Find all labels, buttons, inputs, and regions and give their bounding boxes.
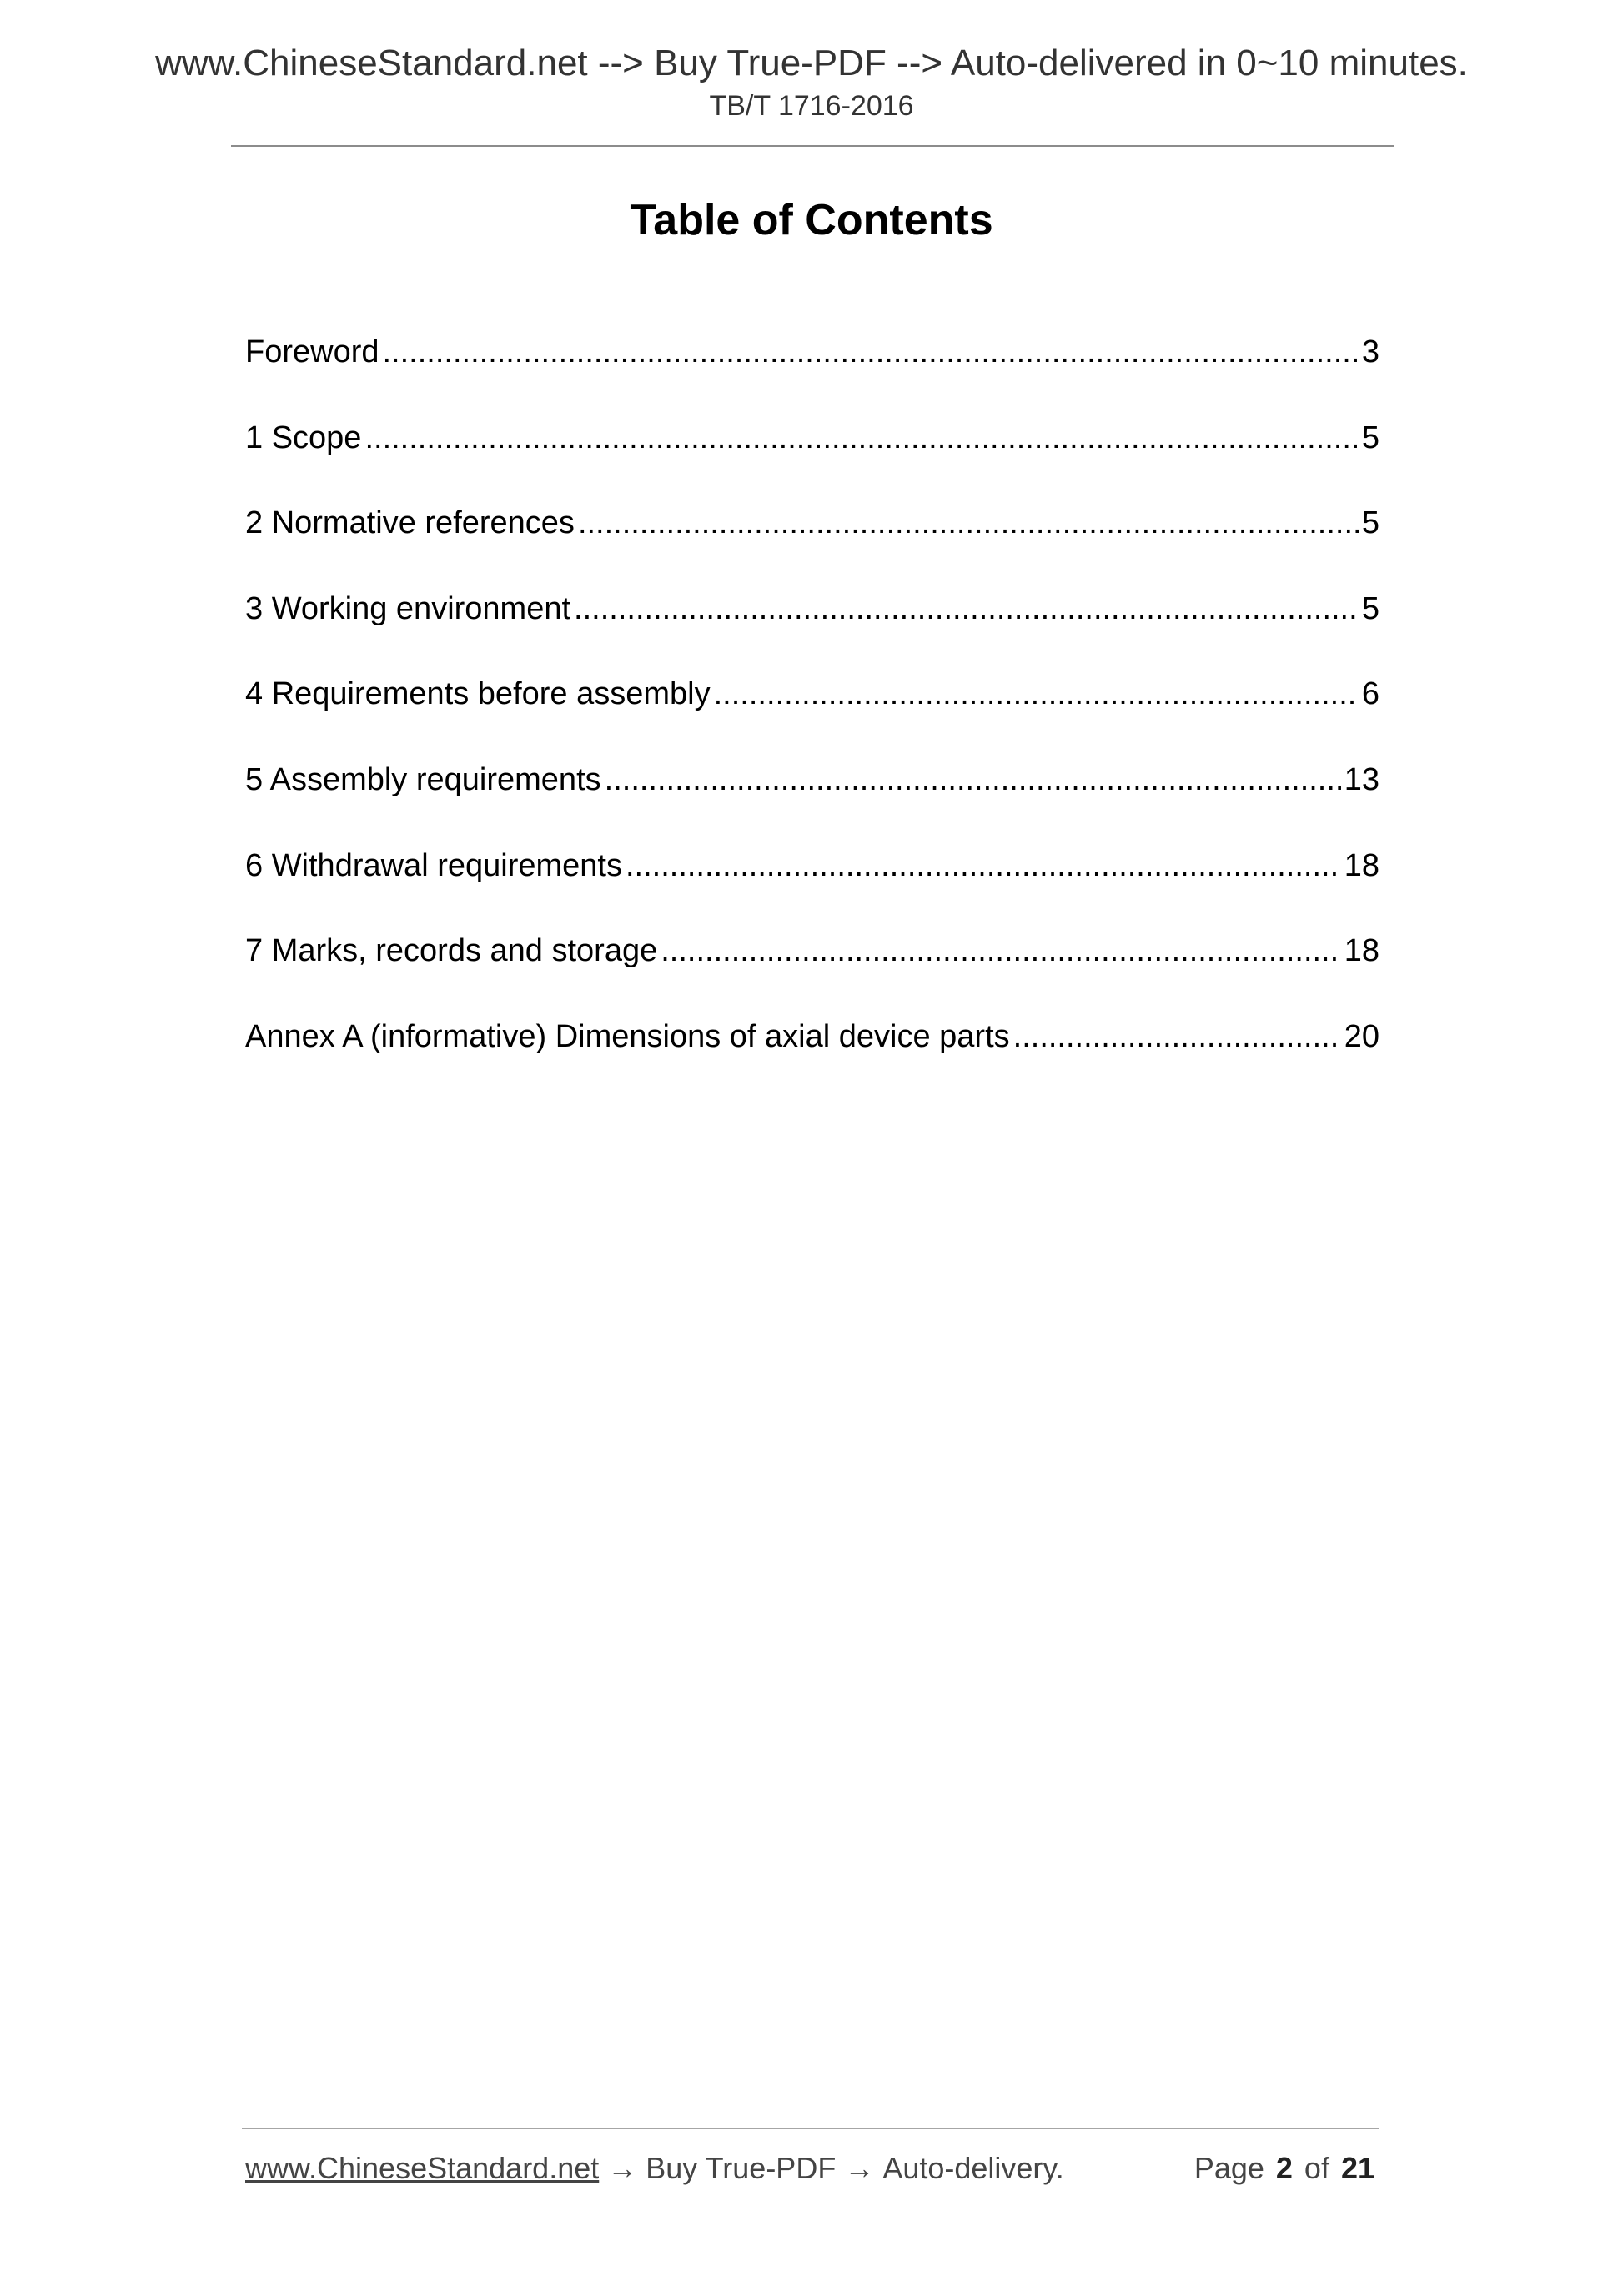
- toc-entry-assembly-requirements[interactable]: [245, 756, 1379, 842]
- footer-divider: [242, 2128, 1379, 2129]
- right-arrow-icon: →: [844, 2151, 875, 2185]
- toc-entry-label: 6 Withdrawal requirements: [245, 847, 622, 883]
- toc-entry-page: 5: [1361, 420, 1379, 455]
- toc-dot-leader: [605, 756, 1341, 803]
- footer-site-link[interactable]: www.ChineseStandard.net: [245, 2151, 600, 2185]
- toc-entry-label: Foreword: [245, 334, 379, 369]
- toc-entry-label: 3 Working environment: [245, 590, 571, 626]
- toc-entry-page: 18: [1344, 847, 1379, 883]
- toc-list: [245, 329, 1379, 1098]
- page-footer: [245, 2145, 1374, 2192]
- document-code: TB/T 1716-2016: [709, 90, 914, 122]
- toc-entry-working-environment[interactable]: [245, 585, 1379, 671]
- toc-dot-leader: [626, 842, 1341, 889]
- toc-entry-normative-references[interactable]: [245, 500, 1379, 585]
- header-divider: [231, 145, 1394, 147]
- toc-dot-leader: [383, 329, 1359, 375]
- page-of-label: of: [1304, 2151, 1329, 2185]
- right-arrow-icon: →: [607, 2151, 638, 2185]
- toc-entry-foreword[interactable]: [245, 329, 1379, 414]
- footer-buy-text: Buy True-PDF: [646, 2151, 837, 2185]
- toc-dot-leader: [578, 500, 1359, 546]
- toc-entry-label: 4 Requirements before assembly: [245, 676, 711, 712]
- toc-dot-leader: [364, 414, 1358, 461]
- total-page-number: 21: [1340, 2151, 1374, 2185]
- toc-entry-label: 1 Scope: [245, 420, 362, 455]
- toc-entry-page: 3: [1361, 334, 1379, 369]
- footer-promo: [245, 2145, 1064, 2192]
- current-page-number: 2: [1275, 2151, 1293, 2185]
- footer-delivery-text: Auto-delivery.: [882, 2151, 1064, 2185]
- toc-entry-marks-records-storage[interactable]: [245, 927, 1379, 1013]
- toc-entry-label: 2 Normative references: [245, 505, 575, 541]
- toc-entry-page: 13: [1344, 761, 1379, 797]
- toc-entry-label: 5 Assembly requirements: [245, 761, 601, 797]
- toc-entry-withdrawal-requirements[interactable]: [245, 842, 1379, 928]
- toc-entry-label: 7 Marks, records and storage: [245, 933, 658, 969]
- page-number: [1194, 2145, 1374, 2192]
- toc-dot-leader: [661, 927, 1340, 974]
- toc-entry-label: Annex A (informative) Dimensions of axial device parts: [245, 1018, 1010, 1054]
- toc-entry-scope[interactable]: [245, 414, 1379, 500]
- page-label: Page: [1193, 2151, 1264, 2185]
- toc-entry-page: 5: [1361, 590, 1379, 626]
- toc-entry-annex-a[interactable]: [245, 1013, 1379, 1099]
- toc-dot-leader: [1013, 1013, 1341, 1060]
- toc-dot-leader: [574, 585, 1359, 632]
- header-banner: www.ChineseStandard.net --> Buy True-PDF --> Auto-delivered in 0~10 minutes.: [155, 43, 1468, 83]
- toc-entry-page: 20: [1344, 1018, 1379, 1054]
- toc-dot-leader: [714, 671, 1359, 717]
- toc-entry-page: 5: [1361, 505, 1379, 541]
- toc-entry-requirements-before-assembly[interactable]: [245, 671, 1379, 756]
- page-title: Table of Contents: [630, 196, 993, 244]
- toc-entry-page: 6: [1361, 676, 1379, 712]
- toc-entry-page: 18: [1344, 933, 1379, 969]
